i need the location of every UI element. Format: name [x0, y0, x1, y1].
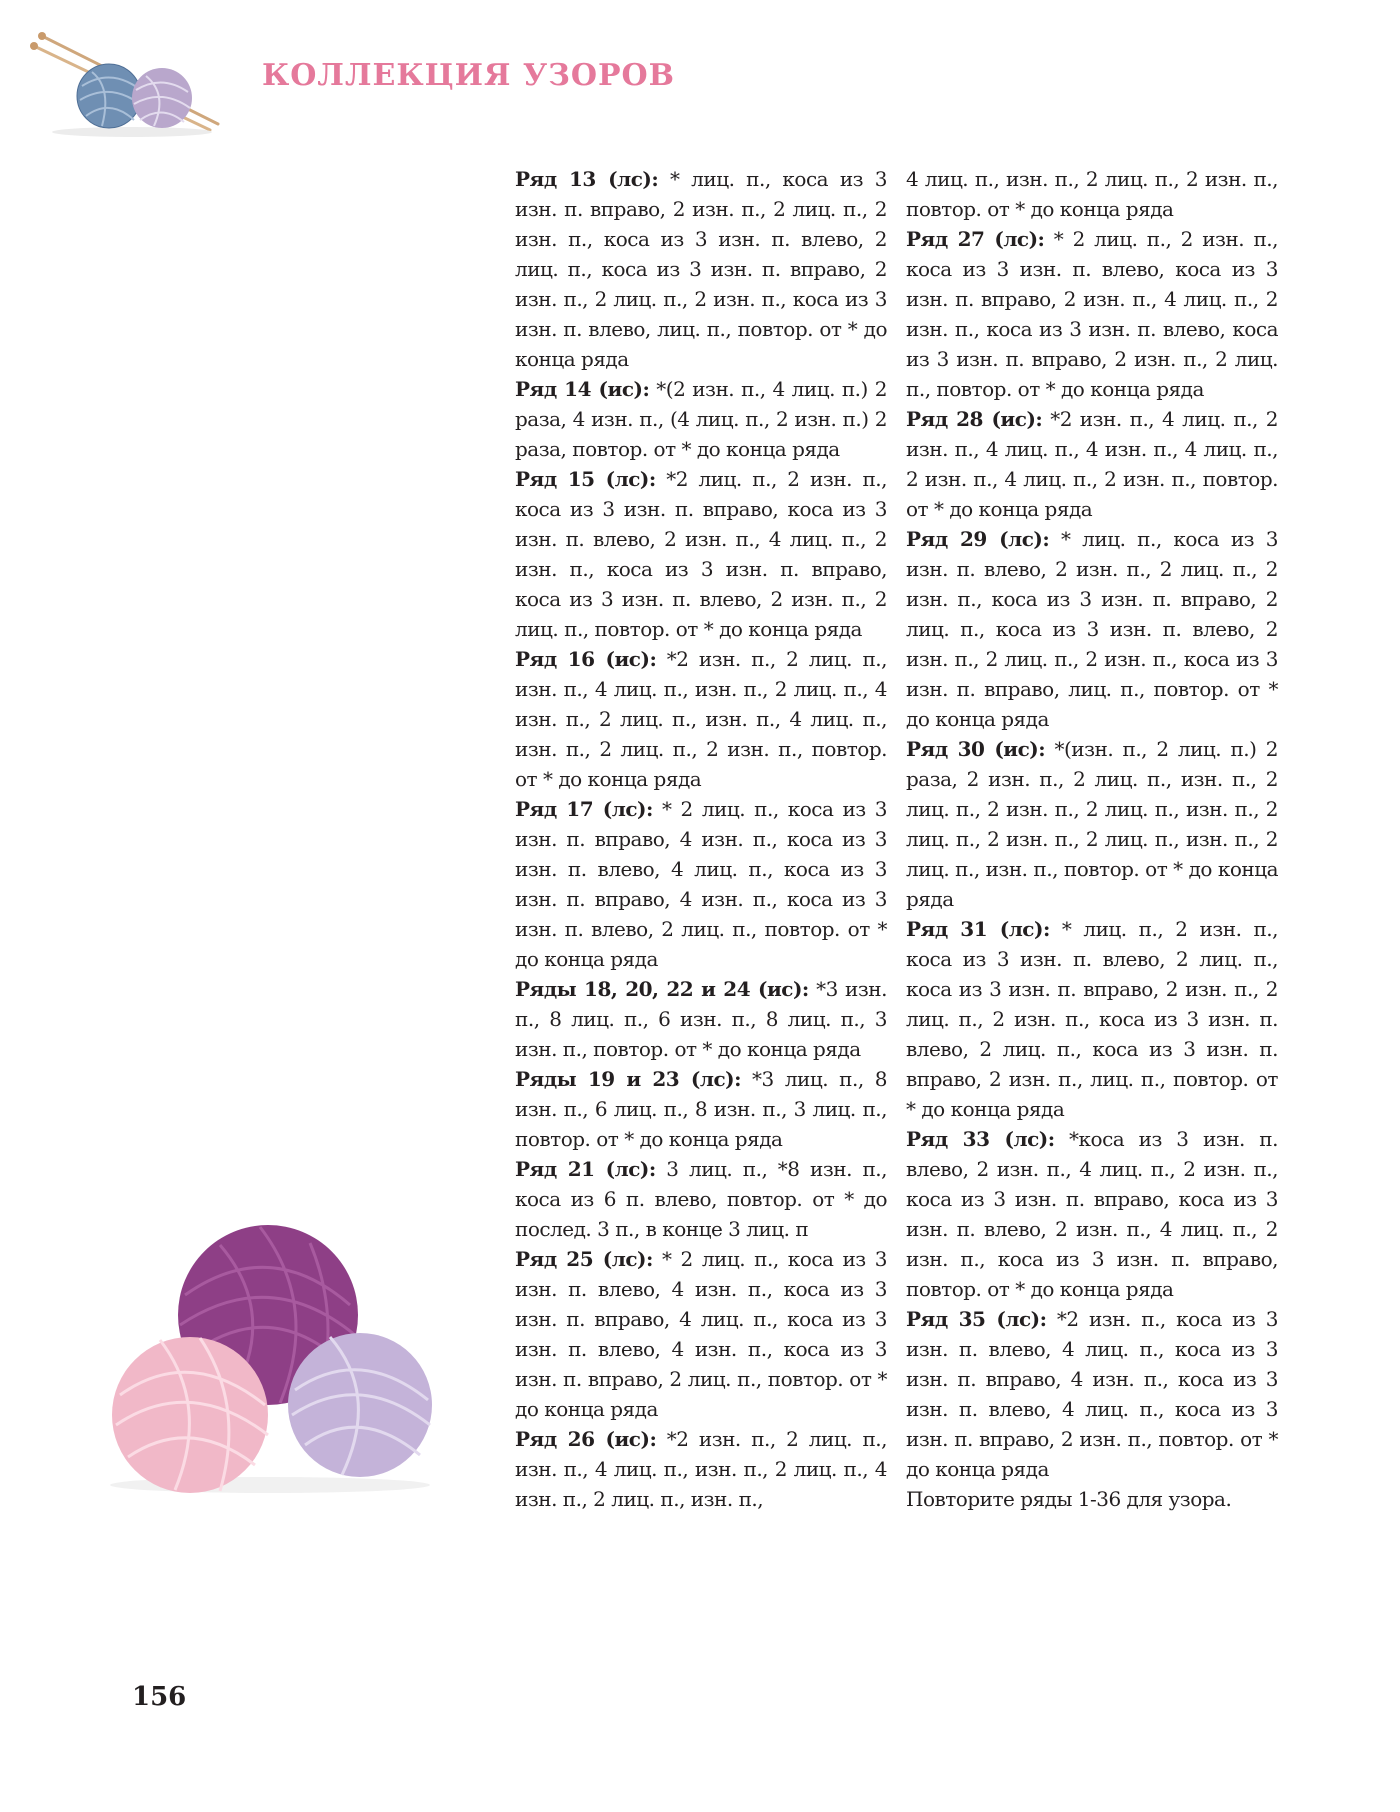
yarn-balls-icon [80, 1225, 450, 1495]
page-number: 156 [132, 1682, 187, 1712]
row-text: * лиц. п., коса из 3 изн. п. вправо, 2 изн. п., 2 лиц. п., 2 изн. п., коса из 3 изн. п. влево, 2 лиц. п., коса из 3 изн. п. вправо, 2 изн. п., 2 лиц. п., 2 изн. п., коса из 3 изн. п. влево, лиц. п., повтор. от * до конца ряда [515, 167, 887, 371]
pattern-row [515, 1064, 887, 1154]
row-label: Ряд 16 (ис): [515, 647, 657, 671]
row-label: Ряд 29 (лс): [906, 527, 1050, 551]
pattern-row [515, 794, 887, 974]
row-text: *(изн. п., 2 лиц. п.) 2 раза, 2 изн. п., 2 лиц. п., изн. п., 2 лиц. п., 2 изн. п., 2 лиц. п., изн. п., 2 лиц. п., 2 изн. п., 2 лиц. п., изн. п., 2 лиц. п., изн. п., повтор. от * до конца ряда [906, 737, 1278, 911]
right-column [906, 164, 1278, 1514]
pattern-row [515, 374, 887, 464]
row-text: 4 лиц. п., изн. п., 2 лиц. п., 2 изн. п., повтор. от * до конца ряда [906, 167, 1278, 221]
row-text: *коса из 3 изн. п. влево, 2 изн. п., 4 лиц. п., 2 изн. п., коса из 3 изн. п. вправо, коса из 3 изн. п. влево, 2 изн. п., 4 лиц. п., 2 изн. п., коса из 3 изн. п. вправо, повтор. от * до конца ряда [906, 1127, 1278, 1301]
row-text: *2 изн. п., 4 лиц. п., 2 изн. п., 4 лиц. п., 4 изн. п., 4 лиц. п., 2 изн. п., 4 лиц. п., 2 изн. п., повтор. от * до конца ряда [906, 407, 1278, 521]
repeat-note: Повторите ряды 1-36 для узора. [906, 1487, 1232, 1511]
pattern-row [515, 1154, 887, 1244]
knitting-needles-yarn-icon [22, 28, 232, 138]
row-text: *2 лиц. п., 2 изн. п., коса из 3 изн. п. вправо, коса из 3 изн. п. влево, 2 изн. п., 4 лиц. п., 2 изн. п., коса из 3 изн. п. вправо, коса из 3 изн. п. влево, 2 изн. п., 2 лиц. п., повтор. от * до конца ряда [515, 467, 887, 641]
pattern-row [906, 1304, 1278, 1484]
row-label: Ряды 19 и 23 (лс): [515, 1067, 741, 1091]
row-label: Ряд 35 (лс): [906, 1307, 1047, 1331]
pattern-row [906, 404, 1278, 524]
pattern-row [515, 164, 887, 374]
row-label: Ряд 31 (лс): [906, 917, 1050, 941]
pattern-row [906, 524, 1278, 734]
pattern-row [906, 164, 1278, 224]
row-label: Ряд 17 (лс): [515, 797, 653, 821]
pattern-row [906, 914, 1278, 1124]
pattern-row [515, 464, 887, 644]
row-label: Ряд 28 (ис): [906, 407, 1043, 431]
row-text: *(2 изн. п., 4 лиц. п.) 2 раза, 4 изн. п., (4 лиц. п., 2 изн. п.) 2 раза, повтор. от * до конца ряда [515, 377, 887, 461]
row-text: * 2 лиц. п., 2 изн. п., коса из 3 изн. п. влево, коса из 3 изн. п. вправо, 2 изн. п., 4 лиц. п., 2 изн. п., коса из 3 изн. п. влево, коса из 3 изн. п. вправо, 2 изн. п., 2 лиц. п., повтор. от * до конца ряда [906, 227, 1278, 401]
pattern-row [906, 734, 1278, 914]
row-label: Ряд 13 (лс): [515, 167, 659, 191]
row-label: Ряд 30 (ис): [906, 737, 1046, 761]
row-label: Ряд 27 (лс): [906, 227, 1045, 251]
row-text: * 2 лиц. п., коса из 3 изн. п. вправо, 4 изн. п., коса из 3 изн. п. влево, 4 лиц. п., коса из 3 изн. п. вправо, 4 изн. п., коса из 3 изн. п. влево, 2 лиц. п., повтор. от * до конца ряда [515, 797, 887, 971]
row-text: 3 лиц. п., *8 изн. п., коса из 6 п. влево, повтор. от * до послед. 3 п., в конце 3 лиц. п [515, 1157, 887, 1241]
row-text: *2 изн. п., 2 лиц. п., изн. п., 4 лиц. п., изн. п., 2 лиц. п., 4 изн. п., 2 лиц. п., изн. п., [515, 1427, 887, 1511]
row-label: Ряд 33 (лс): [906, 1127, 1055, 1151]
row-text: *3 лиц. п., 8 изн. п., 6 лиц. п., 8 изн. п., 3 лиц. п., повтор. от * до конца ряда [515, 1067, 887, 1151]
row-label: Ряд 21 (лс): [515, 1157, 656, 1181]
row-text: *3 изн. п., 8 лиц. п., 6 изн. п., 8 лиц. п., 3 изн. п., повтор. от * до конца ряда [515, 977, 887, 1061]
row-label: Ряд 15 (лс): [515, 467, 656, 491]
row-label: Ряд 26 (ис): [515, 1427, 657, 1451]
row-label: Ряд 25 (лс): [515, 1247, 653, 1271]
pattern-row [906, 224, 1278, 404]
pattern-row [515, 1424, 887, 1514]
section-title: КОЛЛЕКЦИЯ УЗОРОВ [262, 58, 676, 93]
pattern-row [515, 974, 887, 1064]
pattern-row [906, 1124, 1278, 1304]
row-label: Ряд 14 (ис): [515, 377, 650, 401]
pattern-row [515, 644, 887, 794]
row-text: *2 изн. п., коса из 3 изн. п. влево, 4 лиц. п., коса из 3 изн. п. вправо, 4 изн. п., коса из 3 изн. п. влево, 4 лиц. п., коса из 3 изн. п. вправо, 2 изн. п., повтор. от * до конца ряда [906, 1307, 1278, 1481]
row-text: * 2 лиц. п., коса из 3 изн. п. влево, 4 изн. п., коса из 3 изн. п. вправо, 4 лиц. п., коса из 3 изн. п. влево, 4 изн. п., коса из 3 изн. п. вправо, 2 лиц. п., повтор. от * до конца ряда [515, 1247, 887, 1421]
row-text: * лиц. п., коса из 3 изн. п. влево, 2 изн. п., 2 лиц. п., 2 изн. п., коса из 3 изн. п. вправо, 2 лиц. п., коса из 3 изн. п. влево, 2 изн. п., 2 лиц. п., 2 изн. п., коса из 3 изн. п. вправо, лиц. п., повтор. от * до конца ряда [906, 527, 1278, 731]
left-column [515, 164, 887, 1514]
pattern-row [515, 1244, 887, 1424]
row-text: *2 изн. п., 2 лиц. п., изн. п., 4 лиц. п., изн. п., 2 лиц. п., 4 изн. п., 2 лиц. п., изн. п., 4 лиц. п., изн. п., 2 лиц. п., 2 изн. п., повтор. от * до конца ряда [515, 647, 887, 791]
row-text: * лиц. п., 2 изн. п., коса из 3 изн. п. влево, 2 лиц. п., коса из 3 изн. п. вправо, 2 изн. п., 2 лиц. п., 2 изн. п., коса из 3 изн. п. влево, 2 лиц. п., коса из 3 изн. п. вправо, 2 изн. п., лиц. п., повтор. от * до конца ряда [906, 917, 1279, 1121]
row-label: Ряды 18, 20, 22 и 24 (ис): [515, 977, 809, 1001]
